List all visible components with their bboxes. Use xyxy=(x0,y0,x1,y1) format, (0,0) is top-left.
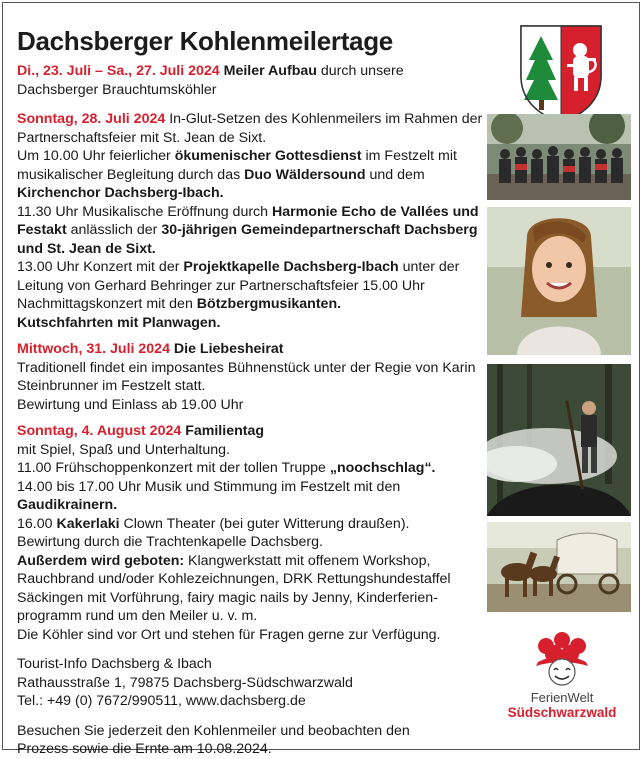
date-label: Di., 23. Juli – Sa., 27. Juli 2024 xyxy=(17,63,220,79)
contact-address: Rathausstraße 1, 79875 Dachsberg-Südschwarzwald xyxy=(17,674,353,691)
bold-text: „noochschlag“. xyxy=(329,460,436,476)
event-headline: Familientag xyxy=(181,423,265,439)
text: Um 10.00 Uhr feierlicher xyxy=(17,148,175,164)
section-sonntag-28 xyxy=(17,110,487,332)
text: Säckingen mit Vorführung, fairy magic nails by Jenny, Kinderferien- xyxy=(17,589,438,606)
text: unter der xyxy=(398,259,460,275)
horse-wagon-icon xyxy=(487,522,631,612)
text: In-Glut-Setzen des Kohlenmeilers im Rahmen der xyxy=(165,111,483,127)
event-text xyxy=(17,62,487,759)
bold-text: 30-jährigen Gemeindepartnerschaft Dachsberg xyxy=(161,222,478,238)
charcoal-burner-icon xyxy=(487,364,631,516)
child-portrait-icon xyxy=(487,207,631,355)
text: mit Spiel, Spaß und Unterhaltung. xyxy=(17,441,230,458)
text: Prozess sowie die Ernte am 10.08.2024. xyxy=(17,741,272,757)
bold-text: Außerdem wird geboten: xyxy=(17,552,185,569)
logo-text-suedschwarzwald: Südschwarzwald xyxy=(507,705,617,720)
text: 16.00 xyxy=(17,515,57,532)
text: 11.30 Uhr Musikalische Eröffnung durch xyxy=(17,203,272,220)
text: im Festzelt mit xyxy=(361,148,457,164)
text: Traditionell findet ein imposantes Bühnenstück unter der Regie von Karin xyxy=(17,359,476,376)
event-headline: Die Liebesheirat xyxy=(169,341,284,357)
ferienwelt-logo xyxy=(496,632,628,724)
text: Bewirtung und Einlass ab 19.00 Uhr xyxy=(17,396,244,413)
contact-name: Tourist-Info Dachsberg & Ibach xyxy=(17,656,212,672)
text: Leitung von Gerhard Behringer zur Partnerschaftsfeier 15.00 Uhr xyxy=(17,277,425,294)
bold-text: Projektkapelle Dachsberg-Ibach xyxy=(183,259,399,275)
bold-text: Kirchenchor Dachsberg-Ibach. xyxy=(17,185,224,201)
section-aufbau xyxy=(17,62,487,99)
bold-text: Duo Wäldersound xyxy=(244,166,366,183)
text: und dem xyxy=(365,166,425,183)
group-photo-icon xyxy=(487,114,631,200)
text: 14.00 bis 17.00 Uhr Musik und Stimmung im Festzelt mit den xyxy=(17,478,401,495)
page-title: Dachsberger Kohlenmeilertage xyxy=(17,26,393,56)
text: Besuchen Sie jederzeit den Kohlenmeiler und beobachten den xyxy=(17,722,410,739)
section-mittwoch-31 xyxy=(17,340,487,414)
text: Dachsberger Brauchtumsköhler xyxy=(17,81,217,98)
text: durch unsere xyxy=(316,63,404,79)
bold-text: Gaudikrainern. xyxy=(17,497,118,513)
contact-block xyxy=(17,655,487,711)
closing-text xyxy=(17,722,487,759)
section-sonntag-4 xyxy=(17,422,487,644)
bold-text: ökumenischer Gottesdienst xyxy=(174,148,362,164)
bold-text: Festakt xyxy=(17,222,67,238)
text: Partnerschaftsfeier mit St. Jean de Sixt. xyxy=(17,129,267,146)
text: 11.00 Frühschoppenkonzert mit der tollen Truppe xyxy=(17,460,330,476)
date-label: Sonntag, 28. Juli 2024 xyxy=(17,111,166,127)
ferienwelt-smiley-icon xyxy=(532,632,592,686)
text: musikalischer Begleitung durch das xyxy=(17,166,245,183)
date-label: Mittwoch, 31. Juli 2024 xyxy=(17,341,170,357)
bold-text: Kutschfahrten mit Planwagen. xyxy=(17,314,221,331)
date-label: Sonntag, 4. August 2024 xyxy=(17,423,182,439)
logo-text-ferienwelt: FerienWelt xyxy=(530,690,594,705)
bold-text: Kakerlaki xyxy=(56,515,120,532)
text: Clown Theater (bei guter Witterung draußen). xyxy=(119,515,410,532)
text: Rauchbrand und/oder Kohlezeichnungen, DRK Rettungshundestaffel xyxy=(17,571,451,587)
text: anlässlich der xyxy=(66,222,162,238)
text: Bewirtung durch die Trachtenkapelle Dachsberg. xyxy=(17,534,323,550)
coat-of-arms-icon xyxy=(517,22,605,124)
bold-text: Bötzbergmusikanten. xyxy=(196,296,342,312)
contact-phone-web: Tel.: +49 (0) 7672/990511, www.dachsberg.de xyxy=(17,693,306,709)
text: programm rund um den Meiler u. v. m. xyxy=(17,608,258,624)
text: Steinbrunner im Festzelt statt. xyxy=(17,378,206,394)
text: Klangwerkstatt mit offenem Workshop, xyxy=(184,552,431,569)
bold-text: Harmonie Echo de Vallées und xyxy=(272,203,479,220)
bold-text: und St. Jean de Sixt. xyxy=(17,240,156,257)
event-headline: Meiler Aufbau xyxy=(223,63,317,79)
text: Die Köhler sind vor Ort und stehen für Fragen gerne zur Verfügung. xyxy=(17,626,441,643)
text: 13.00 Uhr Konzert mit der xyxy=(17,259,184,275)
text: Nachmittagskonzert mit den xyxy=(17,296,197,312)
